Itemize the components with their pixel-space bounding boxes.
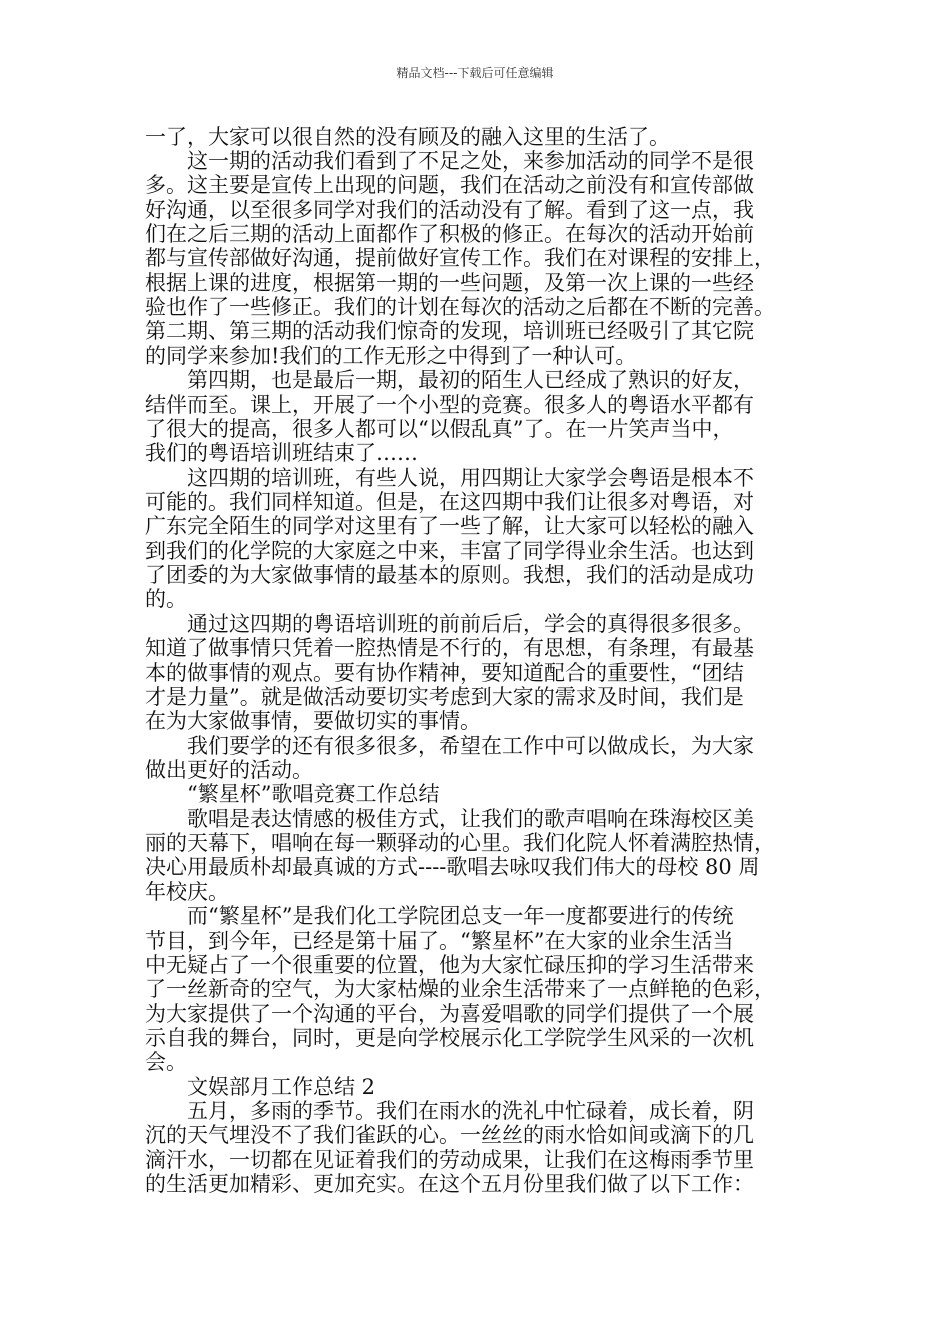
- section-heading: “繁星杯”歌唱竞赛工作总结: [145, 782, 440, 806]
- text-line: 会。: [145, 1050, 187, 1074]
- text-line: 五月，多雨的季节。我们在雨水的洗礼中忙碌着，成长着，阴: [145, 1099, 754, 1123]
- text-line: 决心用最质朴却最真诚的方式----歌唱去咏叹我们伟大的母校 80 周: [145, 855, 760, 879]
- text-line: 可能的。我们同样知道。但是，在这四期中我们让很多对粤语，对: [145, 490, 754, 514]
- section-heading: 文娱部月工作总结 2: [145, 1075, 376, 1099]
- text-line: 为大家提供了一个沟通的平台，为喜爱唱歌的同学们提供了一个展: [145, 1002, 754, 1026]
- text-line: 才是力量”。就是做活动要切实考虑到大家的需求及时间，我们是: [145, 685, 744, 709]
- text-line: 知道了做事情只凭着一腔热情是不行的，有思想，有条理，有最基: [145, 636, 754, 660]
- text-line: 中无疑占了一个很重要的位置，他为大家忙碌压抑的学习生活带来: [145, 953, 754, 977]
- text-line: 第四期，也是最后一期，最初的陌生人已经成了熟识的好友，: [145, 368, 754, 392]
- text-line: 丽的天幕下，唱响在每一颗驿动的心里。我们化院人怀着满腔热情，: [145, 831, 775, 855]
- text-line: 本的做事情的观点。要有协作精神，要知道配合的重要性，“团结: [145, 661, 744, 685]
- text-line: 都与宣传部做好沟通，提前做好宣传工作。我们在对课程的安排上，: [145, 246, 775, 270]
- page-header: 精品文档---下载后可任意编辑: [396, 66, 554, 80]
- text-line: 滴汗水，一切都在见证着我们的劳动成果，让我们在这梅雨季节里: [145, 1148, 754, 1172]
- text-line: 的同学来参加!我们的工作无形之中得到了一种认可。: [145, 344, 637, 368]
- text-line: 的。: [145, 587, 187, 611]
- text-line: 节目，到今年，已经是第十届了。“繁星杯”在大家的业余生活当: [145, 929, 734, 953]
- text-line: 到我们的化学院的大家庭之中来，丰富了同学得业余生活。也达到: [145, 539, 754, 563]
- text-line: 通过这四期的粤语培训班的前前后后，学会的真得很多很多。: [145, 612, 754, 636]
- text-line: 沉的天气埋没不了我们雀跃的心。一丝丝的雨水恰如间或滴下的几: [145, 1123, 754, 1147]
- text-line: 在为大家做事情，要做切实的事情。: [145, 709, 481, 733]
- text-line: 了很大的提高，很多人都可以“以假乱真”了。在一片笑声当中，: [145, 417, 734, 441]
- text-line: 年校庆。: [145, 880, 229, 904]
- text-line: 示自我的舞台，同时，更是向学校展示化工学院学生风采的一次机: [145, 1026, 754, 1050]
- text-line: 歌唱是表达情感的极佳方式，让我们的歌声唱响在珠海校区美: [145, 807, 754, 831]
- text-line: 们在之后三期的活动上面都作了积极的修正。在每次的活动开始前: [145, 222, 754, 246]
- text-line: 这一期的活动我们看到了不足之处，来参加活动的同学不是很: [145, 149, 754, 173]
- text-line: 的生活更加精彩、更加充实。在这个五月份里我们做了以下工作：: [145, 1172, 754, 1196]
- text-line: 我们要学的还有很多很多，希望在工作中可以做成长，为大家: [145, 734, 754, 758]
- text-line: 结伴而至。课上，开展了一个小型的竞赛。很多人的粤语水平都有: [145, 393, 754, 417]
- text-line: 而“繁星杯”是我们化工学院团总支一年一度都要进行的传统: [145, 904, 734, 928]
- text-line: 多。这主要是宣传上出现的问题，我们在活动之前没有和宣传部做: [145, 173, 754, 197]
- text-line: 了一丝新奇的空气，为大家枯燥的业余生活带来了一点鲜艳的色彩，: [145, 977, 775, 1001]
- text-line: 了团委的为大家做事情的最基本的原则。我想，我们的活动是成功: [145, 563, 754, 587]
- text-line: 做出更好的活动。: [145, 758, 313, 782]
- text-line: 根据上课的进度，根据第一期的一些问题，及第一次上课的一些经: [145, 271, 754, 295]
- text-line: 这四期的培训班，有些人说，用四期让大家学会粤语是根本不: [145, 466, 754, 490]
- text-line: 我们的粤语培训班结束了……: [145, 441, 418, 465]
- text-line: 验也作了一些修正。我们的计划在每次的活动之后都在不断的完善。: [145, 295, 775, 319]
- text-line: 一了，大家可以很自然的没有顾及的融入这里的生活了。: [145, 125, 670, 149]
- text-line: 第二期、第三期的活动我们惊奇的发现，培训班已经吸引了其它院: [145, 319, 754, 343]
- text-line: 好沟通，以至很多同学对我们的活动没有了解。看到了这一点，我: [145, 198, 754, 222]
- text-line: 广东完全陌生的同学对这里有了一些了解，让大家可以轻松的融入: [145, 514, 754, 538]
